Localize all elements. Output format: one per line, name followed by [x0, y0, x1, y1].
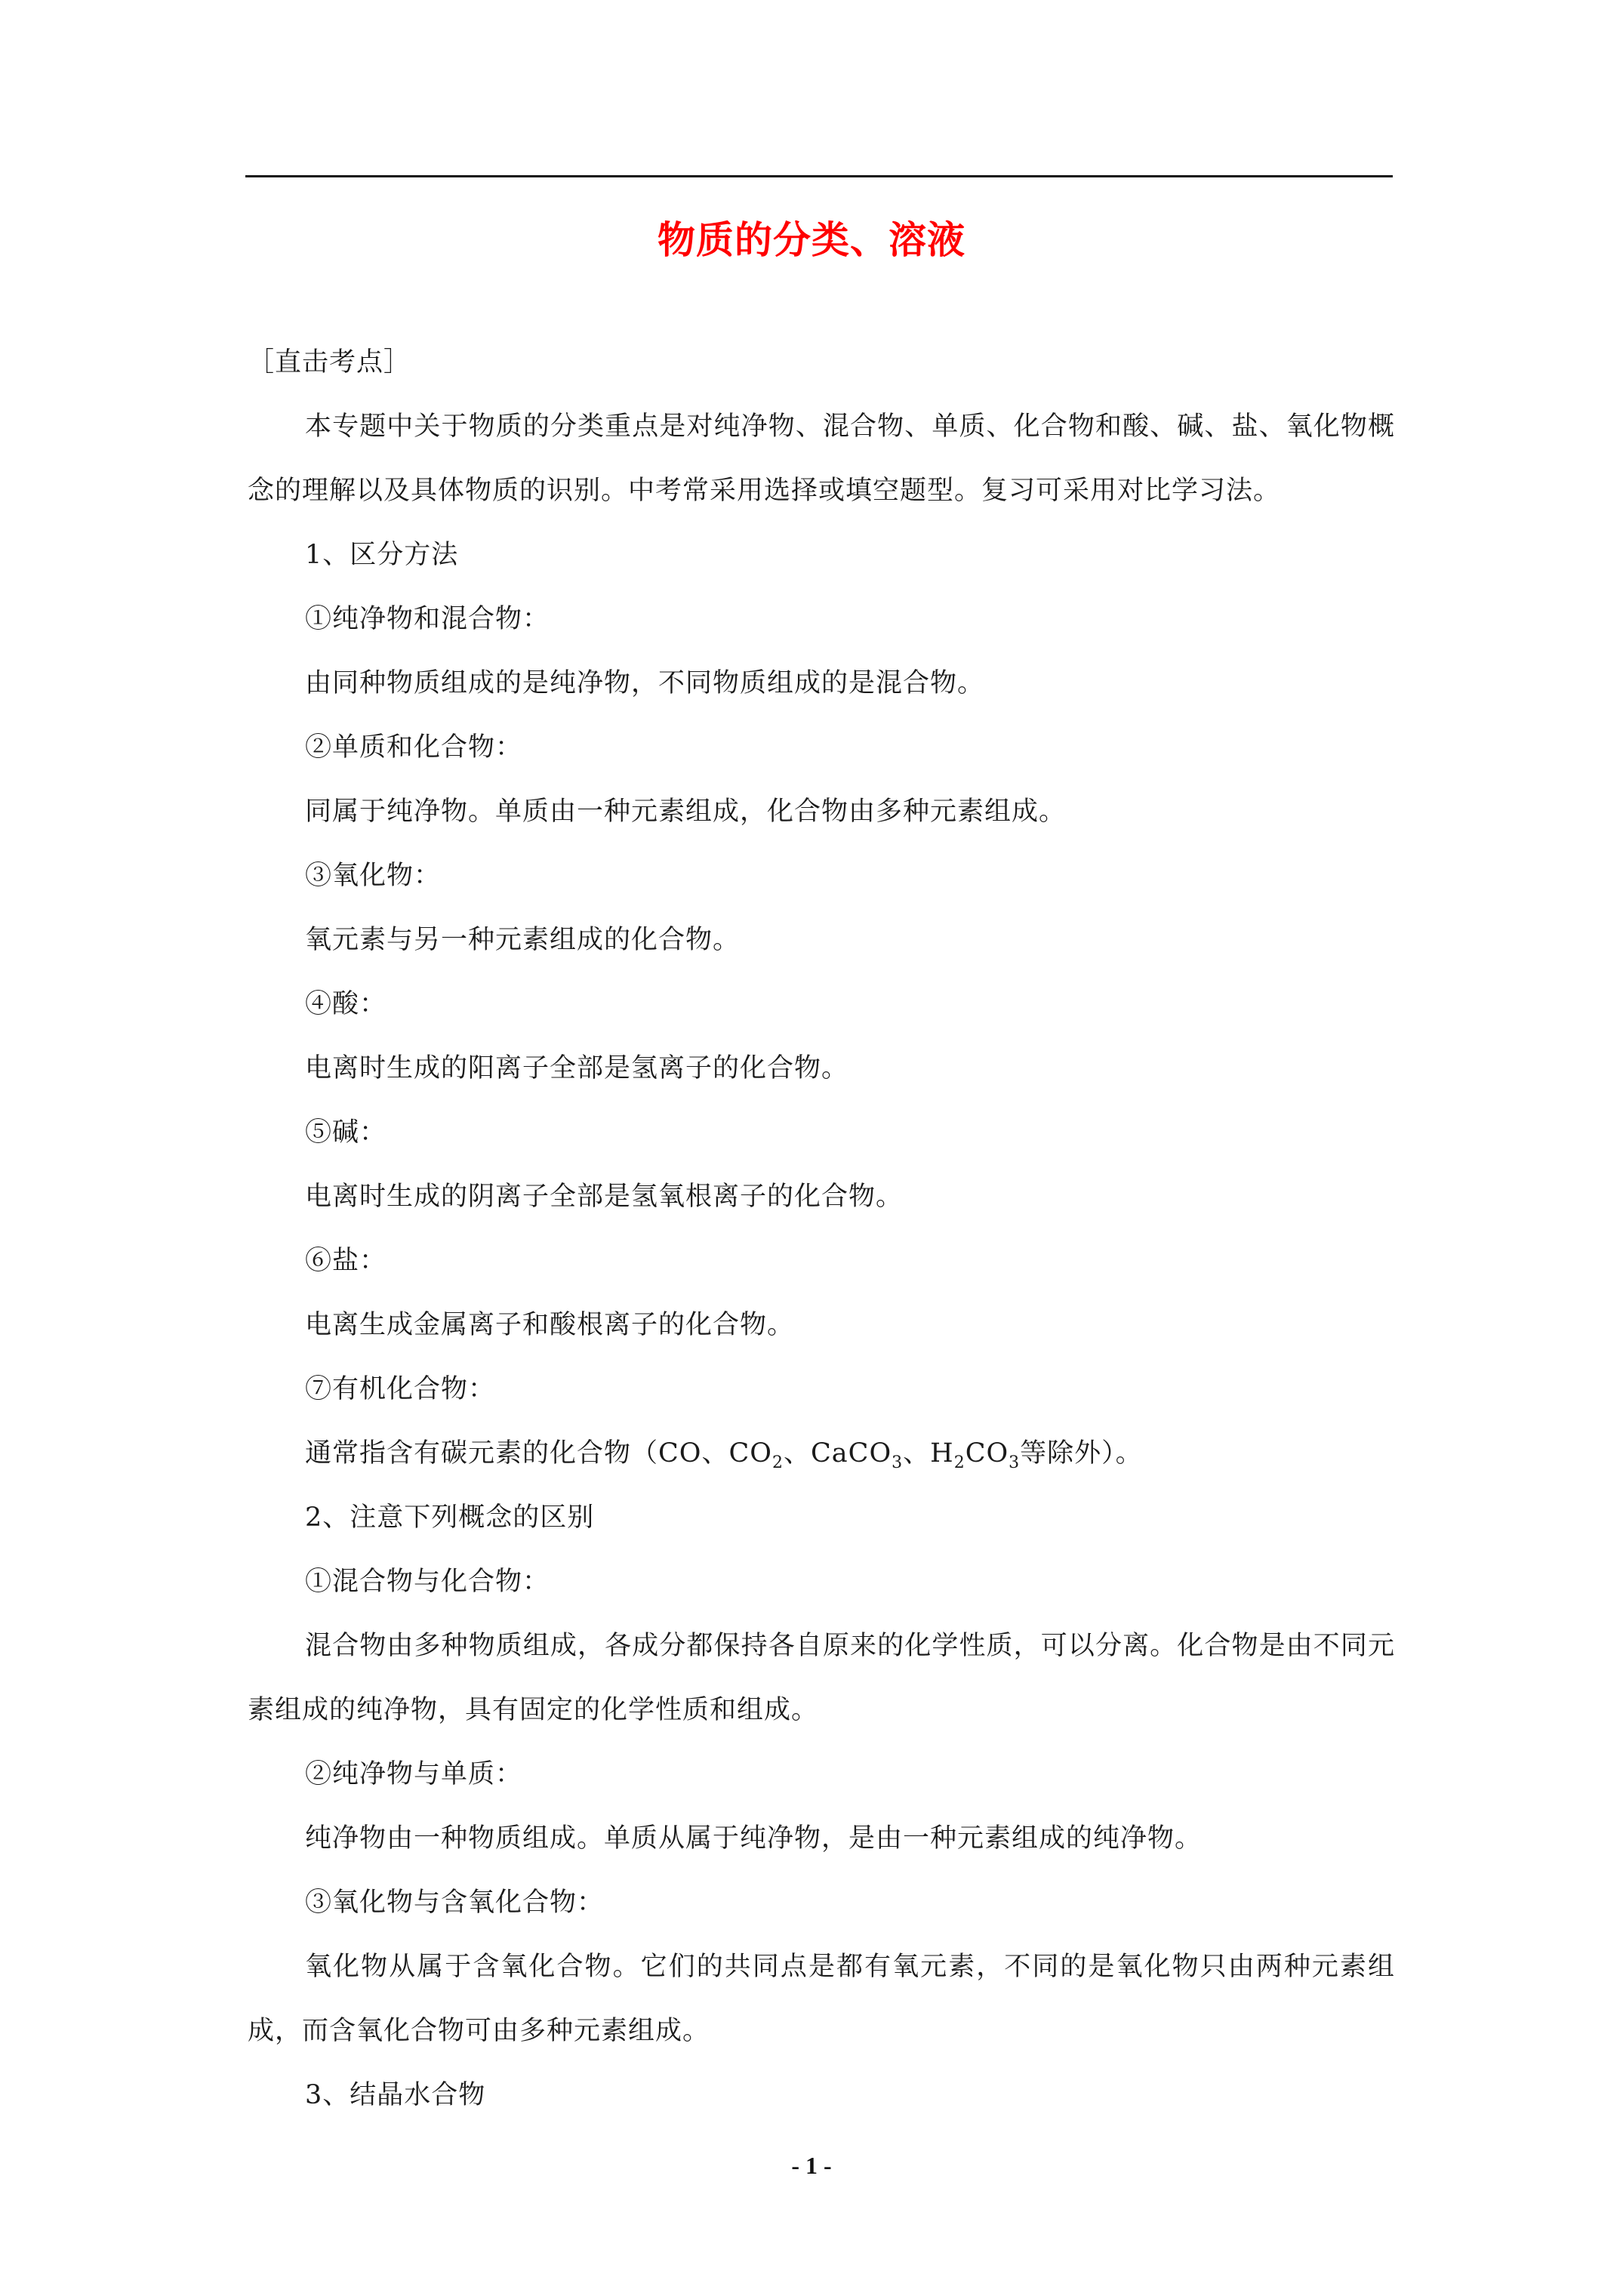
formula-h2co3-h-subscript: 2 — [953, 1453, 965, 1472]
s2-item-2-body: 纯净物由一种物质组成。单质从属于纯净物，是由一种元素组成的纯净物。 — [305, 1823, 1203, 1854]
item-5-body: 电离时生成的阴离子全部是氢氧根离子的化合物。 — [305, 1182, 904, 1212]
formula-h2co3-co-subscript: 3 — [1009, 1453, 1021, 1472]
header-rule — [245, 175, 1393, 177]
document-body — [248, 331, 1395, 2128]
formula-co: CO — [658, 1438, 702, 1469]
item-1-heading: ①纯净物和混合物： — [305, 604, 550, 634]
item-6-body: 电离生成金属离子和酸根离子的化合物。 — [305, 1310, 795, 1340]
separator: 、 — [903, 1438, 931, 1469]
s2-item-3-body: 氧化物从属于含氧化合物。它们的共同点是都有氧元素，不同的是氧化物只由两种元素组成，而含氧化合物可由多种元素组成。 — [248, 1952, 1395, 2046]
organic-compound-definition — [248, 1422, 1395, 1486]
formula-co2-subscript: 2 — [772, 1453, 784, 1472]
separator: 、 — [784, 1438, 812, 1469]
section-header: ［直击考点］ — [248, 347, 411, 378]
item-2-heading: ②单质和化合物： — [305, 732, 523, 763]
item-2-body: 同属于纯净物。单质由一种元素组成，化合物由多种元素组成。 — [305, 797, 1067, 827]
item-1-body: 由同种物质组成的是纯净物，不同物质组成的是混合物。 — [305, 668, 985, 698]
formula-caco3-subscript: 3 — [892, 1453, 904, 1472]
item-5-heading: ⑤碱： — [305, 1117, 387, 1148]
organic-prefix: 通常指含有碳元素的化合物（ — [305, 1438, 659, 1469]
separator: 、 — [701, 1438, 729, 1469]
s2-item-3-heading: ③氧化物与含氧化合物： — [305, 1888, 605, 1918]
item-6-heading: ⑥盐： — [305, 1246, 387, 1276]
s2-item-1-heading: ①混合物与化合物： — [305, 1567, 550, 1597]
item-7-heading: ⑦有机化合物： — [305, 1374, 496, 1404]
intro-paragraph: 本专题中关于物质的分类重点是对纯净物、混合物、单质、化合物和酸、碱、盐、氧化物概念的理解以及具体物质的识别。中考常采用选择或填空题型。复习可采用对比学习法。 — [248, 411, 1395, 506]
document-title: 物质的分类、溶液 — [658, 217, 965, 262]
item-4-heading: ④酸： — [305, 989, 387, 1019]
section-2-heading: 2、注意下列概念的区别 — [305, 1502, 595, 1533]
s2-item-2-heading: ②纯净物与单质： — [305, 1759, 523, 1789]
formula-h2co3-co: CO — [965, 1438, 1009, 1469]
item-4-body: 电离时生成的阳离子全部是氢离子的化合物。 — [305, 1053, 849, 1083]
s2-item-1-body: 混合物由多种物质组成，各成分都保持各自原来的化学性质，可以分离。化合物是由不同元素组成的纯净物，具有固定的化学性质和组成。 — [248, 1631, 1395, 1725]
formula-co2: CO — [728, 1438, 772, 1469]
page-number: - 1 - — [791, 2152, 832, 2179]
section-3-heading: 3、结晶水合物 — [305, 2080, 486, 2110]
organic-suffix: 等除外）。 — [1020, 1438, 1143, 1469]
formula-caco3: CaCO — [811, 1438, 892, 1469]
section-1-heading: 1、区分方法 — [305, 540, 459, 570]
item-3-heading: ③氧化物： — [305, 861, 442, 891]
item-3-body: 氧元素与另一种元素组成的化合物。 — [305, 925, 741, 955]
formula-h2co3-h: H — [930, 1438, 954, 1469]
